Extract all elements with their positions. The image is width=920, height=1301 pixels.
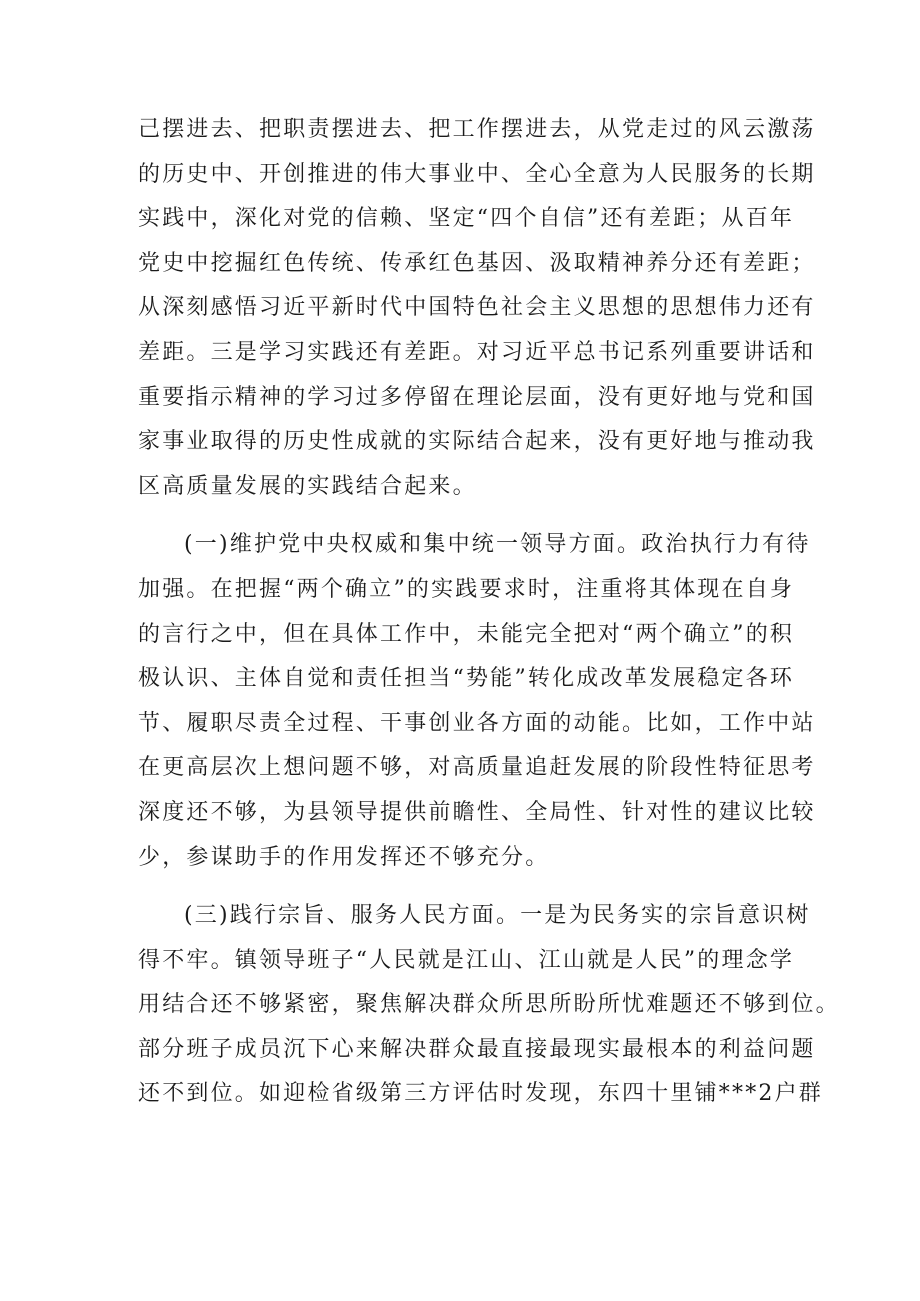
paragraph-line: 家事业取得的历史性成就的实际结合起来，没有更好地与推动我: [138, 429, 816, 455]
paragraph-line: 在更高层次上想问题不够，对高质量追赶发展的阶段性特征思考: [138, 755, 816, 781]
section-heading-line: (一)维护党中央权威和集中统一领导方面。政治执行力有待: [184, 532, 811, 558]
section-heading-line: (三)践行宗旨、服务人民方面。一是为民务实的宗旨意识树: [184, 903, 811, 929]
paragraph-line: 深度还不够，为县领导提供前瞻性、全局性、针对性的建议比较: [138, 799, 816, 825]
paragraph-line: 部分班子成员沉下心来解决群众最直接最现实最根本的利益问题: [138, 1036, 816, 1062]
paragraph-line: 的言行之中，但在具体工作中，未能完全把对“两个确立”的积: [138, 621, 795, 647]
paragraph-line: 从深刻感悟习近平新时代中国特色社会主义思想的思想伟力还有: [138, 295, 816, 321]
paragraph-line: 还不到位。如迎检省级第三方评估时发现，东四十里铺***2户群: [138, 1081, 823, 1107]
document-body: [138, 108, 840, 1117]
paragraph-line: 用结合还不够紧密，聚焦解决群众所思所盼所忧难题还不够到位。: [138, 992, 840, 1018]
paragraph-line: 少，参谋助手的作用发挥还不够充分。: [138, 844, 550, 870]
paragraph-line: 的历史中、开创推进的伟大事业中、全心全意为人民服务的长期: [138, 161, 816, 187]
paragraph-line: 节、履职尽责全过程、干事创业各方面的动能。比如，工作中站: [138, 710, 816, 736]
paragraph-line: 差距。三是学习实践还有差距。对习近平总书记系列重要讲话和: [138, 339, 816, 365]
paragraph-line: 己摆进去、把职责摆进去、把工作摆进去，从党走过的风云激荡: [138, 117, 816, 142]
paragraph-line: 极认识、主体自觉和责任担当“势能”转化成改革发展稳定各环: [138, 666, 795, 692]
paragraph-line: 重要指示精神的学习过多停留在理论层面，没有更好地与党和国: [138, 384, 816, 410]
paragraph-line: 得不牢。镇领导班子“人民就是江山、江山就是人民”的理念学: [138, 947, 795, 973]
paragraph-line: 加强。在把握“两个确立”的实践要求时，注重将其体现在自身: [138, 576, 795, 602]
paragraph-line: 实践中，深化对党的信赖、坚定“四个自信”还有差距；从百年: [138, 206, 795, 232]
paragraph-line: 区高质量发展的实践结合起来。: [138, 473, 477, 499]
paragraph-line: 党史中挖掘红色传统、传承红色基因、汲取精神养分还有差距；: [138, 250, 816, 276]
